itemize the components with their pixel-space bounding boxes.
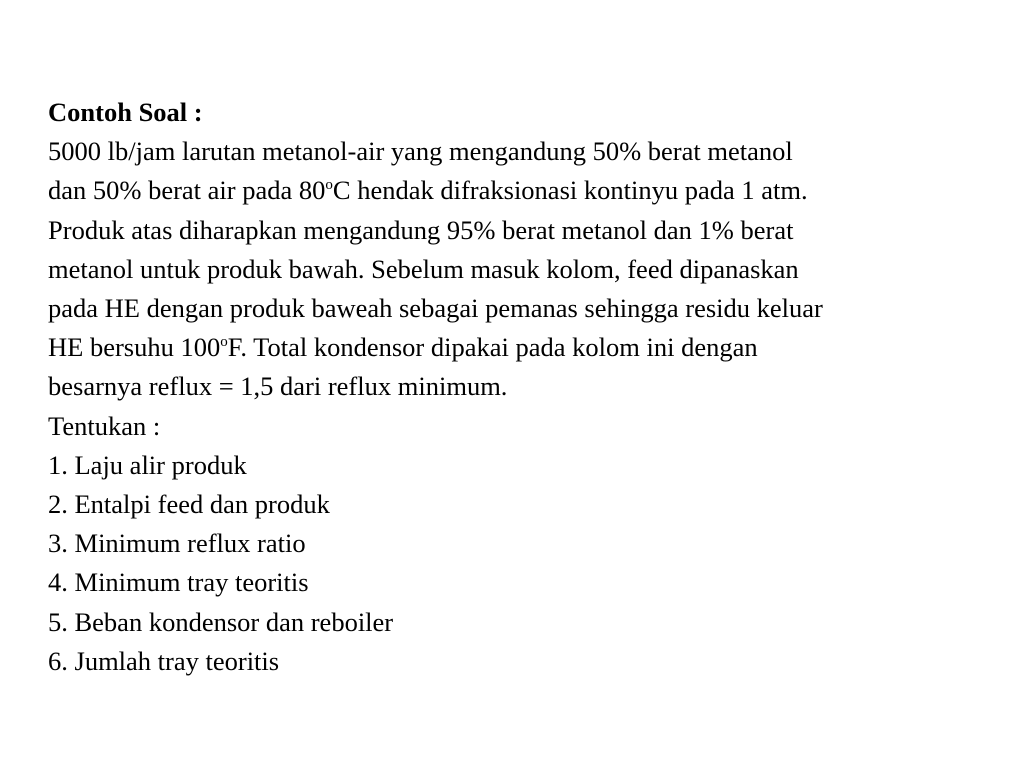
task-item: 1. Laju alir produk [48, 449, 247, 480]
task-item: 5. Beban kondensor dan reboiler [48, 606, 394, 637]
slide-content [48, 93, 1018, 681]
problem-line-5: pada HE dengan produk baweah sebagai pemanas sehingga residu keluar [48, 293, 823, 324]
problem-statement [48, 132, 1018, 406]
problem-line-2-post: C hendak difraksionasi kontinyu pada 1 atm. [332, 175, 808, 206]
task-item: 4. Minimum tray teoritis [48, 567, 309, 598]
problem-line-6-post: F. Total kondensor dipakai pada kolom ini dengan [227, 332, 758, 363]
task-item: 2. Entalpi feed dan produk [48, 489, 330, 520]
task-item: 6. Jumlah tray teoritis [48, 645, 280, 676]
problem-line-6 [48, 328, 1018, 367]
problem-line-2 [48, 171, 1018, 210]
problem-line-4: metanol untuk produk bawah. Sebelum masuk kolom, feed dipanaskan [48, 253, 799, 284]
problem-line-7: besarnya reflux = 1,5 dari reflux minimum. [48, 371, 508, 402]
slide-heading: Contoh Soal : [48, 97, 203, 127]
problem-line-3: Produk atas diharapkan mengandung 95% berat metanol dan 1% berat [48, 214, 794, 245]
problem-line-6-pre: HE bersuhu 100 [48, 332, 221, 363]
problem-line-1: 5000 lb/jam larutan metanol-air yang mengandung 50% berat metanol [48, 136, 793, 167]
degree-superscript: o [220, 334, 228, 351]
tasks-label: Tentukan : [48, 410, 161, 441]
task-item: 3. Minimum reflux ratio [48, 528, 306, 559]
degree-superscript: o [325, 177, 333, 194]
task-list [48, 446, 1018, 681]
problem-line-2-pre: dan 50% berat air pada 80 [48, 175, 326, 206]
